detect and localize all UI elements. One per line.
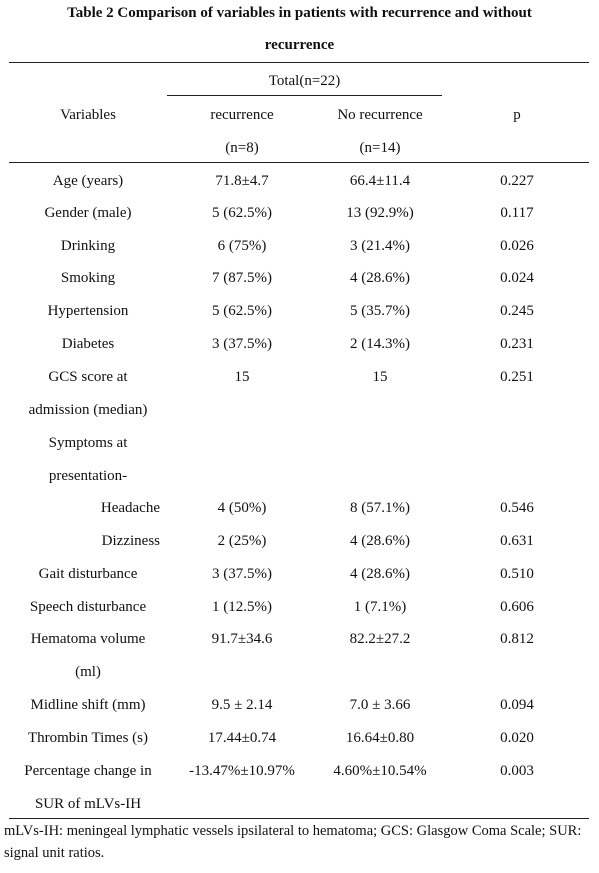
row-gender-recurrence: 5 (62.5%) (212, 205, 272, 221)
row-dizziness-p: 0.631 (500, 533, 534, 549)
row-gcs-recurrence: 15 (234, 369, 250, 385)
table-caption-line2: recurrence (264, 37, 335, 53)
row-gait-no-recurrence: 4 (28.6%) (350, 566, 410, 582)
row-drinking-recurrence: 6 (75%) (217, 238, 267, 254)
row-headache-p: 0.546 (500, 500, 534, 516)
row-gcs-p: 0.251 (500, 369, 534, 385)
row-smoking-recurrence: 7 (87.5%) (212, 270, 272, 286)
row-speech-recurrence: 1 (12.5%) (212, 599, 272, 615)
row-hematoma-variable-line2: (ml) (75, 664, 101, 680)
total-underline-rule (167, 95, 442, 96)
row-hematoma-variable: Hematoma volume (30, 631, 146, 647)
row-dizziness-no-recurrence: 4 (28.6%) (350, 533, 410, 549)
table-top-rule (9, 62, 589, 63)
header-variables: Variables (60, 107, 116, 123)
row-drinking-variable: Drinking (60, 238, 116, 254)
row-speech-no-recurrence: 1 (7.1%) (353, 599, 407, 615)
row-diabetes-variable: Diabetes (61, 336, 115, 352)
row-thrombin-variable: Thrombin Times (s) (27, 730, 148, 746)
row-gait-recurrence: 3 (37.5%) (212, 566, 272, 582)
row-gait-p: 0.510 (500, 566, 534, 582)
row-hypertension-no-recurrence: 5 (35.7%) (350, 303, 410, 319)
row-age-p: 0.227 (500, 173, 534, 189)
header-bottom-rule (9, 162, 589, 163)
row-hematoma-recurrence: 91.7±34.6 (211, 631, 273, 647)
row-midline-recurrence: 9.5 ± 2.14 (211, 697, 273, 713)
row-hematoma-no-recurrence: 82.2±27.2 (349, 631, 411, 647)
row-age-recurrence: 71.8±4.7 (215, 173, 269, 189)
row-sur-variable-line2: SUR of mLVs-IH (34, 796, 142, 812)
row-dizziness-variable: Dizziness (101, 533, 160, 549)
row-thrombin-no-recurrence: 16.64±0.80 (345, 730, 415, 746)
row-speech-variable: Speech disturbance (29, 599, 147, 615)
row-hypertension-p: 0.245 (500, 303, 534, 319)
row-sur-p: 0.003 (500, 763, 534, 779)
row-sur-variable: Percentage change in (24, 763, 152, 779)
row-smoking-no-recurrence: 4 (28.6%) (350, 270, 410, 286)
row-speech-p: 0.606 (500, 599, 534, 615)
row-midline-variable: Midline shift (mm) (30, 697, 146, 713)
table-caption-line1: Table 2 Comparison of variables in patients with recurrence and without (67, 5, 532, 21)
row-sur-no-recurrence: 4.60%±10.54% (333, 763, 427, 779)
row-gait-variable: Gait disturbance (38, 566, 138, 582)
row-dizziness-recurrence: 2 (25%) (217, 533, 267, 549)
row-diabetes-p: 0.231 (500, 336, 534, 352)
row-headache-recurrence: 4 (50%) (217, 500, 267, 516)
row-age-variable: Age (years) (52, 173, 124, 189)
row-gcs-variable-line2: admission (median) (28, 402, 148, 418)
row-headache-no-recurrence: 8 (57.1%) (350, 500, 410, 516)
table-bottom-rule (9, 818, 589, 819)
row-symptoms-heading-line2: presentation- (48, 468, 128, 484)
row-age-no-recurrence: 66.4±11.4 (349, 173, 411, 189)
row-drinking-no-recurrence: 3 (21.4%) (350, 238, 410, 254)
row-gcs-no-recurrence: 15 (372, 369, 388, 385)
header-recurrence: recurrence (210, 107, 274, 123)
row-diabetes-recurrence: 3 (37.5%) (212, 336, 272, 352)
row-midline-no-recurrence: 7.0 ± 3.66 (349, 697, 411, 713)
table-footnote: mLVs-IH: meningeal lymphatic vessels ipsilateral to hematoma; GCS: Glasgow Coma Scale; SUR: signal unit ratios. (4, 823, 582, 861)
row-gender-variable: Gender (male) (44, 205, 132, 221)
row-gender-p: 0.117 (500, 205, 534, 221)
header-recurrence-n: (n=8) (225, 140, 259, 156)
row-midline-p: 0.094 (500, 697, 534, 713)
header-no-recurrence-n: (n=14) (359, 140, 401, 156)
row-gcs-variable: GCS score at (48, 369, 128, 385)
row-hypertension-recurrence: 5 (62.5%) (212, 303, 272, 319)
row-hematoma-p: 0.812 (500, 631, 534, 647)
row-drinking-p: 0.026 (500, 238, 534, 254)
row-headache-variable: Headache (100, 500, 160, 516)
row-gender-no-recurrence: 13 (92.9%) (346, 205, 414, 221)
row-symptoms-heading: Symptoms at (48, 435, 128, 451)
row-thrombin-recurrence: 17.44±0.74 (207, 730, 277, 746)
row-diabetes-no-recurrence: 2 (14.3%) (350, 336, 410, 352)
row-smoking-variable: Smoking (60, 270, 116, 286)
row-hypertension-variable: Hypertension (47, 303, 129, 319)
row-sur-recurrence: -13.47%±10.97% (189, 763, 295, 779)
row-thrombin-p: 0.020 (500, 730, 534, 746)
header-no-recurrence: No recurrence (337, 107, 423, 123)
row-smoking-p: 0.024 (500, 270, 534, 286)
header-total: Total(n=22) (268, 73, 341, 89)
header-p: p (513, 107, 521, 123)
